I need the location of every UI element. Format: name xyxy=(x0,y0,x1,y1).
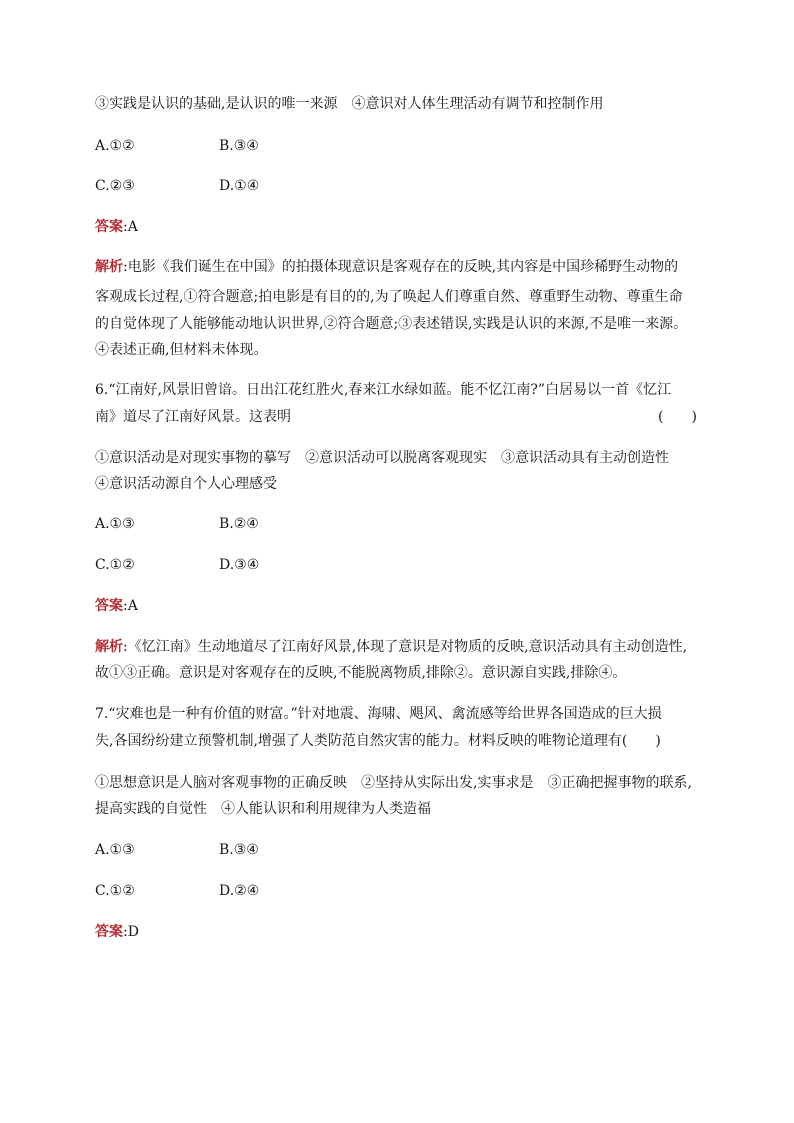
q6-analysis-text-1: :《忆江南》生动地道尽了江南好风景,体现了意识是对物质的反映,意识活动具有主动创造性, xyxy=(123,639,688,655)
q5-statement-line: ③实践是认识的基础,是认识的唯一来源 ④意识对人体生理活动有调节和控制作用 xyxy=(95,96,604,112)
q5-analysis-text-1: :电影《我们诞生在中国》的拍摄体现意识是客观存在的反映,其内容是中国珍稀野生动物的 xyxy=(123,259,679,275)
q6-option-c: C.①② xyxy=(95,557,135,573)
q5-option-c: C.②③ xyxy=(95,178,135,194)
q6-statement-line-1: ①意识活动是对现实事物的摹写 ②意识活动可以脱离客观现实 ③意识活动具有主动创造性 xyxy=(95,450,669,466)
q6-stem-line-1: 6.“江南好,风景旧曾谙。日出江花红胜火,春来江水绿如蓝。能不忆江南?”白居易以一首《忆江 xyxy=(95,382,672,398)
q6-analysis-line-2: 故①③正确。意识是对客观存在的反映,不能脱离物质,排除②。意识源自实践,排除④。 xyxy=(95,665,627,681)
q7-stem-line-1: 7.“灾难也是一种有价值的财富。”针对地震、海啸、飓风、禽流感等给世界各国造成的巨大损 xyxy=(95,706,662,722)
q7-option-d: D.②④ xyxy=(219,883,260,899)
q5-option-a: A.①② xyxy=(95,138,135,154)
q7-option-b: B.③④ xyxy=(219,842,259,858)
q5-answer-label: 答案 xyxy=(95,219,123,235)
q5-analysis-line-3: 的自觉体现了人能够能动地认识世界,②符合题意;③表述错误,实践是认识的来源,不是唯一来源。 xyxy=(95,316,688,332)
q6-answer-value: :A xyxy=(123,598,138,614)
q6-analysis-line-1 xyxy=(95,637,687,657)
q6-answer-bracket: ( ) xyxy=(658,409,697,425)
q5-option-d: D.①④ xyxy=(219,178,260,194)
q6-option-d: D.③④ xyxy=(219,557,260,573)
q5-answer-value: :A xyxy=(123,219,138,235)
q6-answer xyxy=(95,596,138,616)
q5-analysis-line-2: 客观成长过程,①符合题意;拍电影是有目的的,为了唤起人们尊重自然、尊重野生动物、尊重生命 xyxy=(95,289,683,305)
q7-answer-label: 答案 xyxy=(95,924,123,940)
q7-statement-line-1: ①思想意识是人脑对客观事物的正确反映 ②坚持从实际出发,实事求是 ③正确把握事物的联系, xyxy=(95,775,692,791)
q5-analysis-line-1 xyxy=(95,257,678,277)
q7-answer-value: :D xyxy=(123,924,139,940)
q7-option-a: A.①③ xyxy=(95,842,135,858)
q5-answer xyxy=(95,217,138,237)
q7-stem-line-2: 失,各国纷纷建立预警机制,增强了人类防范自然灾害的能力。材料反映的唯物论道理有( ) xyxy=(95,733,661,749)
q6-option-a: A.①③ xyxy=(95,516,135,532)
q7-option-c: C.①② xyxy=(95,883,135,899)
q6-analysis-label: 解析 xyxy=(95,639,123,655)
q5-analysis-line-4: ④表述正确,但材料未体现。 xyxy=(95,342,268,358)
q7-statement-line-2: 提高实践的自觉性 ④人能认识和利用规律为人类造福 xyxy=(95,801,431,817)
q7-answer xyxy=(95,922,139,942)
q5-analysis-label: 解析 xyxy=(95,259,123,275)
q6-option-b: B.②④ xyxy=(219,516,259,532)
q6-answer-label: 答案 xyxy=(95,598,123,614)
q6-stem-line-2: 南》道尽了江南好风景。这表明 xyxy=(95,409,291,425)
q5-option-b: B.③④ xyxy=(219,138,259,154)
q6-statement-line-2: ④意识活动源自个人心理感受 xyxy=(95,476,277,492)
